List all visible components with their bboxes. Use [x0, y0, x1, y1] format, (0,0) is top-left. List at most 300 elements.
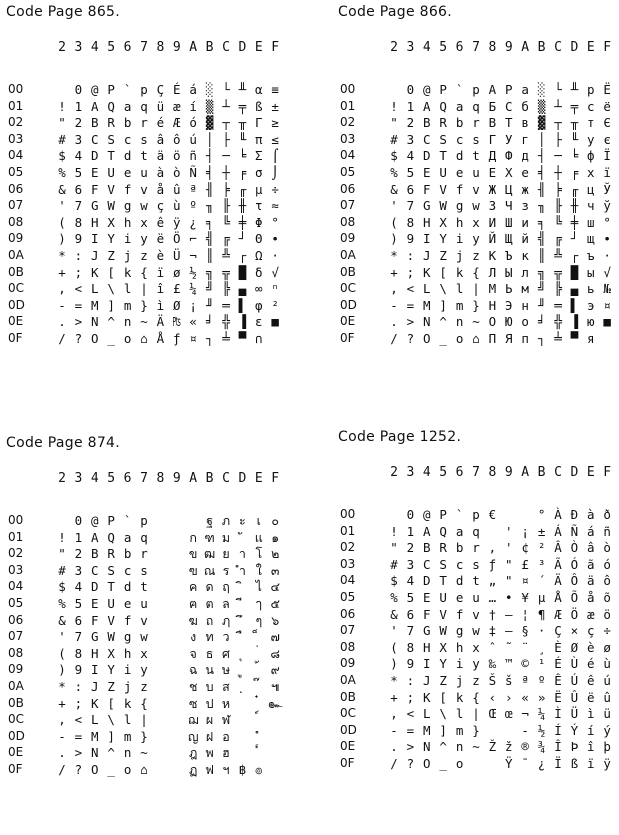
- glyph-cell: Þ: [570, 739, 579, 755]
- glyph-cell: ฌ: [187, 712, 199, 728]
- glyph-cell: ┬: [554, 115, 562, 131]
- glyph-cell: Ъ: [505, 248, 513, 263]
- glyph-cell: ц: [587, 181, 595, 197]
- glyph-cell: _: [107, 331, 115, 346]
- glyph-cell: 7: [406, 198, 415, 214]
- glyph-cell: ๐: [271, 513, 279, 528]
- glyph-cell: [234, 729, 250, 745]
- glyph-cell: ╦: [222, 264, 230, 280]
- column-header: 5: [107, 471, 116, 486]
- row-label: 0B: [340, 689, 356, 704]
- glyph-cell: ╨: [238, 82, 247, 97]
- glyph-cell: N: [423, 314, 431, 330]
- column-header: 9: [504, 40, 513, 55]
- glyph-cell: j: [455, 673, 464, 688]
- glyph-cell: [: [107, 695, 115, 711]
- glyph-cell: [251, 679, 267, 695]
- column-header: B: [537, 40, 546, 55]
- glyph-cell: ¬: [521, 706, 529, 722]
- glyph-cell: â: [156, 131, 165, 147]
- glyph-cell: `: [123, 513, 132, 528]
- row-label: 07: [340, 623, 356, 638]
- glyph-cell: ì: [156, 297, 165, 313]
- glyph-cell: ê: [156, 214, 165, 230]
- glyph-cell: แ: [254, 529, 263, 545]
- glyph-cell: Æ: [554, 606, 562, 622]
- glyph-cell: ø: [173, 264, 181, 280]
- glyph-cell: I: [423, 231, 431, 247]
- glyph-cell: ┘: [238, 231, 247, 247]
- glyph-cell: ¼: [537, 706, 546, 722]
- glyph-cell: ─: [554, 148, 562, 164]
- glyph-cell: ฝ: [205, 728, 214, 744]
- glyph-cell: ¹: [537, 656, 546, 672]
- glyph-cell: [267, 762, 283, 778]
- row-label: 08: [340, 639, 356, 654]
- glyph-cell: Ý: [570, 722, 579, 738]
- glyph-cell: ‡: [488, 623, 497, 639]
- glyph-cell: F: [423, 181, 431, 197]
- glyph-cell: л: [521, 264, 529, 280]
- glyph-cell: У: [505, 131, 513, 147]
- glyph-cell: !: [58, 98, 66, 114]
- glyph-cell: E: [423, 590, 431, 605]
- glyph-cell: z: [140, 248, 148, 263]
- glyph-cell: H: [91, 214, 99, 230]
- row-label: 09: [8, 231, 24, 246]
- glyph-cell: и: [521, 214, 529, 230]
- glyph-cell: <: [74, 281, 83, 297]
- glyph-cell: h: [455, 639, 464, 655]
- glyph-cell: c: [455, 556, 464, 572]
- glyph-cell: 8: [74, 214, 83, 230]
- glyph-cell: ย: [222, 546, 230, 562]
- code-page-1252-panel: [338, 429, 619, 829]
- glyph-cell: ╕: [537, 214, 546, 230]
- glyph-cell: ¡: [521, 523, 529, 539]
- glyph-cell: •: [505, 590, 513, 605]
- glyph-cell: ε: [255, 314, 263, 330]
- glyph-cell: ⌠: [271, 148, 279, 164]
- glyph-cell: $: [390, 148, 398, 164]
- column-header: F: [271, 40, 280, 55]
- glyph-cell: ^: [439, 739, 447, 755]
- glyph-cell: V: [439, 181, 447, 197]
- glyph-cell: ╚: [222, 214, 230, 230]
- glyph-cell: J: [423, 673, 431, 688]
- glyph-cell: Ê: [554, 673, 562, 688]
- glyph-cell: ы: [587, 264, 595, 280]
- column-header: 7: [140, 40, 148, 55]
- row-label: 0B: [340, 264, 356, 279]
- glyph-cell: ฎ: [188, 745, 198, 761]
- glyph-cell: R: [107, 546, 115, 562]
- glyph-cell: #: [390, 131, 398, 147]
- glyph-cell: +: [58, 264, 66, 280]
- glyph-cell: y: [140, 662, 148, 678]
- glyph-cell: Y: [107, 231, 115, 247]
- glyph-cell: ,: [390, 706, 398, 722]
- glyph-cell: ┤: [205, 148, 214, 164]
- glyph-cell: x: [472, 214, 480, 230]
- glyph-cell: ¸: [537, 639, 546, 655]
- glyph-cell: ┘: [570, 231, 579, 247]
- glyph-cell: !: [390, 523, 398, 539]
- glyph-cell: ╟: [222, 198, 230, 214]
- glyph-cell: ๙: [270, 662, 280, 678]
- glyph-cell: [152, 629, 168, 645]
- glyph-cell: [152, 530, 168, 546]
- column-header: E: [254, 471, 263, 486]
- column-header: C: [222, 40, 230, 55]
- row-label: 02: [340, 115, 356, 130]
- row-label: 08: [340, 214, 356, 229]
- glyph-cell: Y: [107, 662, 115, 678]
- glyph-cell: Ò: [570, 540, 579, 556]
- glyph-cell: Ї: [603, 148, 611, 164]
- glyph-cell: M: [423, 297, 431, 313]
- glyph-cell: ⌐: [189, 231, 197, 247]
- glyph-cell: q: [140, 98, 148, 114]
- glyph-cell: ^: [439, 314, 447, 330]
- glyph-cell: ™: [505, 656, 513, 672]
- glyph-cell: f: [123, 181, 132, 197]
- glyph-cell: <: [406, 706, 415, 722]
- glyph-cell: [517, 507, 533, 523]
- glyph-cell: y: [140, 231, 148, 247]
- glyph-cell: ƒ: [488, 556, 497, 572]
- glyph-cell: 7: [74, 198, 83, 214]
- glyph-cell: ╞: [554, 181, 562, 197]
- glyph-cell: ┼: [222, 165, 230, 180]
- glyph-cell: E: [91, 596, 99, 611]
- glyph-cell: ณ: [203, 562, 216, 578]
- glyph-cell: ú: [603, 673, 611, 688]
- glyph-cell: ~: [472, 314, 480, 330]
- glyph-cell: ž: [505, 739, 513, 755]
- glyph-cell: @: [423, 507, 431, 522]
- glyph-cell: ¾: [537, 739, 546, 755]
- glyph-cell: Q: [107, 529, 115, 545]
- glyph-cell: ╬: [222, 314, 230, 330]
- glyph-cell: S: [439, 556, 447, 572]
- glyph-cell: ?: [406, 331, 415, 346]
- glyph-cell: f: [455, 606, 464, 622]
- glyph-cell: ห: [221, 695, 231, 711]
- glyph-cell: ╖: [537, 198, 546, 214]
- glyph-cell: [386, 82, 402, 98]
- glyph-cell: K: [423, 689, 431, 705]
- glyph-cell: ┐: [205, 331, 214, 346]
- glyph-cell: W: [107, 629, 115, 645]
- row-label: 0D: [340, 297, 357, 312]
- glyph-cell: α: [255, 82, 263, 97]
- glyph-cell: 1: [74, 529, 83, 545]
- row-label: 0E: [340, 314, 356, 329]
- glyph-cell: É: [554, 656, 562, 672]
- glyph-cell: (: [390, 639, 398, 655]
- glyph-cell: ë: [156, 231, 165, 247]
- glyph-cell: >: [406, 739, 415, 755]
- glyph-cell: φ: [255, 297, 263, 313]
- glyph-cell: ╥: [570, 115, 579, 131]
- glyph-cell: Ö: [173, 231, 181, 247]
- glyph-cell: ╛: [205, 314, 214, 330]
- glyph-cell: │: [205, 131, 214, 147]
- glyph-cell: b: [123, 115, 132, 131]
- glyph-cell: u: [472, 165, 480, 180]
- glyph-cell: d: [123, 148, 132, 164]
- glyph-cell: å: [156, 181, 165, 197]
- glyph-cell: S: [107, 562, 115, 578]
- glyph-cell: 1: [406, 98, 415, 114]
- glyph-cell: [: [439, 264, 447, 280]
- glyph-cell: ฮ: [222, 745, 230, 761]
- glyph-cell: ╣: [537, 231, 546, 247]
- glyph-cell: Е: [488, 165, 497, 180]
- glyph-cell: d: [455, 148, 464, 164]
- glyph-cell: P: [107, 82, 115, 97]
- glyph-cell: [169, 563, 185, 579]
- row-label: 07: [8, 629, 24, 644]
- glyph-cell: №: [603, 281, 611, 297]
- column-header: B: [205, 471, 214, 486]
- glyph-cell: [169, 696, 185, 712]
- glyph-cell: >: [74, 745, 83, 761]
- glyph-cell: ?: [74, 762, 83, 777]
- glyph-cell: я: [587, 331, 595, 346]
- glyph-cell: ═: [554, 297, 562, 313]
- row-label: 02: [340, 540, 356, 555]
- glyph-cell: Ж: [488, 181, 497, 197]
- glyph-cell: ╤: [238, 98, 247, 114]
- glyph-cell: |: [140, 281, 148, 297]
- glyph-cell: L: [91, 281, 99, 297]
- row-label: 00: [340, 507, 356, 521]
- glyph-cell: [152, 579, 168, 595]
- glyph-cell: f: [455, 181, 464, 197]
- glyph-cell: l: [455, 281, 464, 297]
- glyph-cell: W: [439, 198, 447, 214]
- glyph-cell: ·: [271, 248, 279, 263]
- glyph-cell: é: [156, 115, 165, 131]
- glyph-cell: Ю: [505, 314, 513, 330]
- glyph-cell: q: [472, 523, 480, 539]
- glyph-cell: Ð: [570, 507, 579, 522]
- row-label: 04: [8, 148, 24, 163]
- glyph-cell: โ: [255, 546, 263, 562]
- glyph-cell: ´: [537, 573, 546, 589]
- glyph-cell: ฆ: [188, 612, 198, 628]
- glyph-cell: З: [488, 198, 497, 214]
- glyph-cell: ₧: [173, 314, 181, 330]
- glyph-cell: k: [123, 695, 132, 711]
- glyph-cell: ¤: [189, 331, 197, 346]
- glyph-cell: С: [505, 98, 513, 114]
- glyph-cell: b: [455, 540, 464, 556]
- glyph-cell: ъ: [587, 248, 595, 263]
- glyph-cell: ๑: [271, 529, 280, 545]
- glyph-cell: ÷: [603, 623, 611, 639]
- glyph-cell: á: [587, 523, 595, 539]
- glyph-cell: µ: [255, 181, 263, 197]
- glyph-cell: [152, 662, 168, 678]
- glyph-cell: @: [91, 513, 99, 528]
- column-header: 5: [107, 40, 116, 55]
- glyph-cell: ÷: [271, 181, 279, 197]
- glyph-cell: π: [255, 131, 263, 147]
- glyph-cell: 2: [406, 115, 415, 131]
- glyph-cell: [267, 331, 283, 347]
- code-page-title: Code Page 865.: [6, 4, 121, 20]
- glyph-cell: ▐: [570, 314, 579, 330]
- glyph-cell: Ù: [570, 656, 579, 672]
- glyph-cell: ╚: [554, 214, 562, 230]
- glyph-cell: П: [488, 331, 497, 346]
- glyph-cell: ): [58, 662, 66, 678]
- glyph-cell: ÿ: [173, 214, 181, 230]
- glyph-cell: Ь: [505, 281, 513, 297]
- glyph-cell: ': [390, 623, 398, 639]
- row-label: 00: [8, 82, 24, 96]
- glyph-cell: :: [406, 248, 415, 263]
- glyph-cell: Й: [488, 231, 497, 247]
- glyph-cell: n: [455, 314, 464, 330]
- glyph-cell: Û: [570, 689, 579, 705]
- glyph-cell: [234, 745, 250, 761]
- glyph-cell: E: [423, 165, 431, 180]
- glyph-cell: ·: [537, 623, 546, 639]
- glyph-cell: [169, 712, 185, 728]
- glyph-cell: ค: [189, 579, 198, 595]
- glyph-cell: !: [58, 529, 66, 545]
- glyph-cell: A: [423, 98, 431, 114]
- glyph-cell: {: [472, 689, 480, 705]
- glyph-cell: —: [505, 623, 513, 639]
- glyph-cell: w: [472, 198, 480, 214]
- row-label: 01: [340, 523, 356, 538]
- glyph-cell: +: [58, 695, 66, 711]
- glyph-cell: ธ: [205, 645, 214, 661]
- glyph-cell: i: [455, 656, 464, 672]
- column-header: 7: [472, 465, 480, 480]
- row-label: 0E: [8, 745, 24, 760]
- glyph-cell: ˆ: [488, 639, 497, 655]
- glyph-cell: &: [390, 181, 398, 197]
- row-label: 05: [8, 596, 24, 610]
- glyph-cell: y: [472, 231, 480, 247]
- glyph-cell: г: [521, 131, 529, 147]
- glyph-cell: °: [537, 507, 546, 522]
- glyph-cell: ð: [603, 507, 611, 522]
- glyph-cell: Ú: [570, 673, 579, 688]
- glyph-cell: M: [91, 728, 99, 744]
- glyph-cell: √: [271, 264, 279, 280]
- glyph-cell: v: [472, 606, 480, 622]
- glyph-cell: ∩: [255, 331, 263, 346]
- glyph-cell: Б: [488, 98, 497, 114]
- glyph-cell: v: [472, 181, 480, 197]
- glyph-cell: 5: [406, 590, 415, 605]
- glyph-cell: m: [123, 728, 132, 744]
- glyph-cell: z: [140, 679, 148, 694]
- glyph-cell: R: [439, 115, 447, 131]
- glyph-cell: [484, 524, 500, 540]
- glyph-cell: ‚: [488, 540, 497, 556]
- column-header: 7: [140, 471, 148, 486]
- glyph-cell: Л: [488, 264, 497, 280]
- glyph-cell: ๕: [270, 596, 280, 611]
- glyph-cell: Ä: [554, 573, 562, 589]
- glyph-cell: ¨: [521, 639, 529, 655]
- row-label: 0A: [340, 673, 356, 687]
- column-header: D: [238, 471, 247, 486]
- glyph-cell: ⌂: [140, 331, 148, 346]
- column-header: F: [603, 465, 612, 480]
- column-header: D: [570, 40, 579, 55]
- row-label: 02: [8, 546, 24, 561]
- glyph-cell: а: [521, 82, 529, 97]
- glyph-cell: о: [521, 314, 529, 330]
- row-label: 0A: [8, 679, 24, 693]
- glyph-cell: ╘: [570, 148, 579, 164]
- glyph-cell: (: [58, 645, 66, 661]
- column-header: A: [189, 40, 198, 55]
- glyph-cell: σ: [255, 165, 263, 180]
- glyph-cell: k: [123, 264, 132, 280]
- column-header: 7: [472, 40, 480, 55]
- glyph-cell: _: [107, 762, 115, 777]
- glyph-cell: w: [140, 198, 148, 214]
- glyph-cell: к: [521, 248, 529, 263]
- glyph-cell: ๆ: [255, 612, 263, 628]
- glyph-cell: ล: [222, 596, 230, 611]
- glyph-cell: /: [58, 331, 66, 346]
- glyph-cell: I: [423, 656, 431, 672]
- column-header: 9: [504, 465, 513, 480]
- glyph-cell: ░: [537, 82, 546, 97]
- glyph-cell: ä: [587, 573, 595, 589]
- glyph-cell: ß: [255, 98, 263, 114]
- glyph-cell: a: [455, 523, 464, 539]
- glyph-cell: *: [58, 679, 66, 694]
- glyph-cell: ь: [587, 281, 595, 297]
- glyph-cell: й: [521, 231, 529, 247]
- glyph-cell: a: [123, 98, 132, 114]
- column-header: E: [586, 465, 595, 480]
- glyph-cell: ๒: [271, 546, 280, 562]
- glyph-cell: ═: [222, 297, 230, 313]
- row-label: 03: [340, 556, 356, 571]
- glyph-cell: r: [140, 546, 148, 562]
- column-header: B: [205, 40, 214, 55]
- glyph-cell: L: [423, 706, 431, 722]
- column-header: 8: [156, 40, 165, 55]
- glyph-cell: [152, 563, 168, 579]
- glyph-cell: ๅ: [255, 596, 262, 611]
- glyph-cell: ╦: [554, 264, 562, 280]
- glyph-cell: õ: [603, 590, 611, 605]
- glyph-cell: ~: [140, 314, 148, 330]
- glyph-cell: «: [521, 689, 529, 705]
- column-header: 2: [58, 40, 66, 55]
- glyph-cell: ๚: [270, 679, 280, 694]
- glyph-cell: ╧: [222, 331, 230, 346]
- glyph-cell: -: [390, 722, 398, 738]
- glyph-cell: @: [91, 82, 99, 97]
- glyph-cell: e: [123, 165, 132, 180]
- glyph-cell: I: [91, 662, 99, 678]
